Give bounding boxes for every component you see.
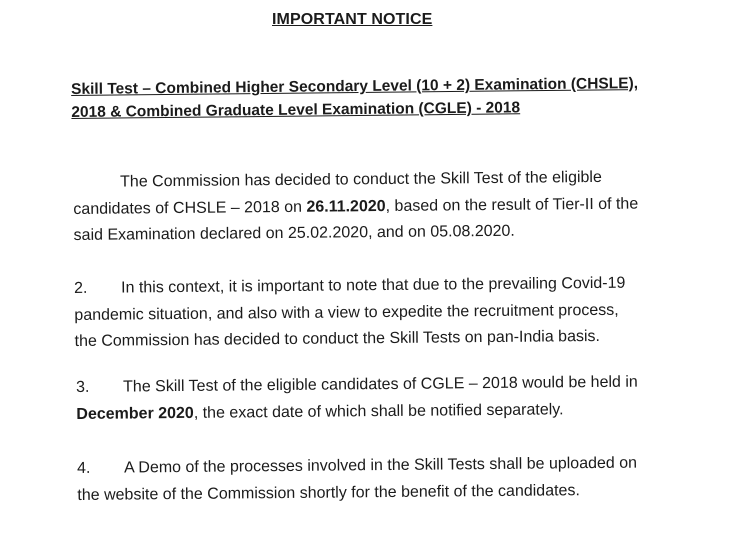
chsle-skill-test-date: 26.11.2020 bbox=[306, 197, 386, 216]
paragraph-2-line-3: the Commission has decided to conduct the Skill Tests on pan-India basis. bbox=[74, 327, 601, 350]
notice-subject bbox=[71, 71, 711, 124]
paragraph-2-line-1: 2. In this context, it is important to note that due to the prevailing Covid-19 bbox=[74, 271, 626, 303]
paragraph-4-line-2: the website of the Commission shortly for the benefit of the candidates. bbox=[77, 481, 580, 504]
paragraph-3-number: 3. bbox=[76, 378, 90, 396]
paragraph-4-line-1: 4. A Demo of the processes involved in the Skill Tests shall be uploaded on bbox=[77, 451, 637, 483]
paragraph-1-line-3: said Examination declared on 25.02.2020, and on 05.08.2020. bbox=[73, 222, 515, 244]
notice-heading: IMPORTANT NOTICE bbox=[272, 11, 433, 28]
cgle-skill-test-month: December 2020 bbox=[76, 404, 194, 423]
subject-line-2: 2018 & Combined Graduate Level Examination (CGLE) - 2018 bbox=[71, 99, 521, 121]
paragraph-1 bbox=[73, 165, 639, 250]
paragraph-2 bbox=[74, 271, 626, 356]
paragraph-4 bbox=[77, 451, 637, 509]
paragraph-2-number: 2. bbox=[74, 279, 88, 297]
paragraph-2-line-2: pandemic situation, and also with a view to expedite the recruitment process, bbox=[74, 301, 619, 324]
subject-line-1: Skill Test – Combined Higher Secondary Level (10 + 2) Examination (CHSLE), bbox=[71, 75, 639, 98]
paragraph-1-line-1: The Commission has decided to conduct the Skill Test of the eligible bbox=[120, 168, 602, 191]
paragraph-3 bbox=[76, 370, 638, 428]
paragraph-4-number: 4. bbox=[77, 459, 91, 477]
paragraph-1-line-2: candidates of CHSLE – 2018 on 26.11.2020, based on the result of Tier-II of the bbox=[73, 195, 639, 218]
paragraph-3-line-1: 3. The Skill Test of the eligible candidates of CGLE – 2018 would be held in bbox=[76, 370, 638, 402]
paragraph-3-line-2: December 2020, the exact date of which shall be notified separately. bbox=[76, 400, 564, 423]
